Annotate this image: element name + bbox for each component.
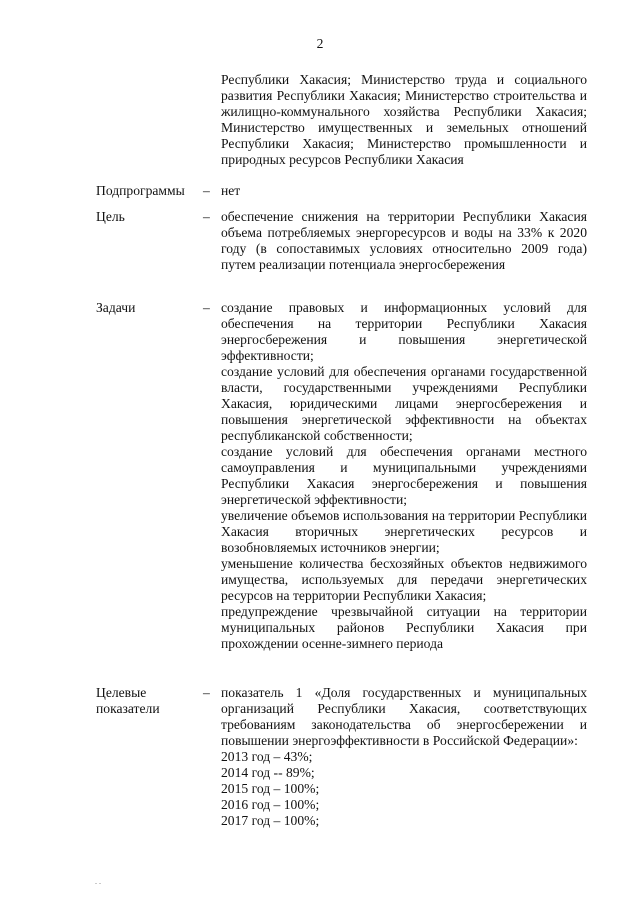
- task-item: увеличение объемов использования на территории Республики Хакасия вторичных энергетических ресурсов и возобновляемых источников энергии;: [221, 508, 587, 555]
- tasks-dash: –: [203, 300, 210, 315]
- tasks-list: [221, 300, 587, 652]
- indicator-year: 2017 год – 100%;: [221, 813, 320, 828]
- task-item: предупреждение чрезвычайной ситуации на территории муниципальных районов Республики Хакасия при прохождении осенне-зимнего периода: [221, 604, 587, 651]
- tasks-label: Задачи: [96, 300, 136, 315]
- task-item: создание условий для обеспечения органами государственной власти, государственными учреждениями Республики Хакасия, юридическими лицами энергосбережения и повышения энергетической эффективности на объектах республиканской собственности;: [221, 364, 587, 443]
- page-number: 2: [316, 36, 324, 51]
- indicators-dash: –: [203, 685, 210, 700]
- indicators-label: [96, 685, 201, 717]
- goal-label: Цель: [96, 209, 125, 224]
- indicator-text: показатель 1 «Доля государственных и муниципальных организаций Республики Хакасия, соответствующих требованиям законодательства об энергосбережении и повышении энергоэффективности в Российской Федерации»:: [221, 685, 587, 748]
- task-item: уменьшение количества бесхозяйных объектов недвижимого имущества, используемых для передачи энергетических ресурсов на территории Республики Хакасия;: [221, 556, 587, 603]
- goal-dash: –: [203, 209, 210, 224]
- indicator-year: 2014 год -- 89%;: [221, 765, 315, 780]
- goal-text: обеспечение снижения на территории Республики Хакасия объема потребляемых энергоресурсов и воды на 33% к 2020 году (в сопоставимых условиях относительно 2009 года) путем реализации потенциала энергосбережения: [221, 209, 587, 272]
- subprograms-value: нет: [221, 183, 241, 198]
- indicators-label-line1: Целевые: [96, 685, 147, 700]
- indicator-year: 2016 год – 100%;: [221, 797, 320, 812]
- indicators-label-line2: показатели: [96, 701, 160, 716]
- subprograms-label: Подпрограммы: [96, 183, 185, 198]
- scan-mark: . .: [95, 877, 101, 886]
- indicator-year: 2013 год – 43%;: [221, 749, 313, 764]
- indicator-year: 2015 год – 100%;: [221, 781, 320, 796]
- responsible-executors-continuation: Республики Хакасия; Министерство труда и социального развития Республики Хакасия; Министерство строительства и жилищно-коммунального хозяйства Республики Хакасия; Министерство имущественных и земельных отношений Республики Хакасия; Министерство промышленности и природных ресурсов Республики Хакасия: [221, 72, 587, 167]
- task-item: создание правовых и информационных условий для обеспечения на территории Республики Хакасия энергосбережения и повышения энергетической эффективности;: [221, 300, 587, 363]
- subprograms-dash: –: [203, 183, 210, 198]
- indicators-content: [221, 685, 587, 829]
- task-item: создание условий для обеспечения органами местного самоуправления и муниципальными учреждениями Республики Хакасия энергосбережения и повышения энергетической эффективности;: [221, 444, 587, 507]
